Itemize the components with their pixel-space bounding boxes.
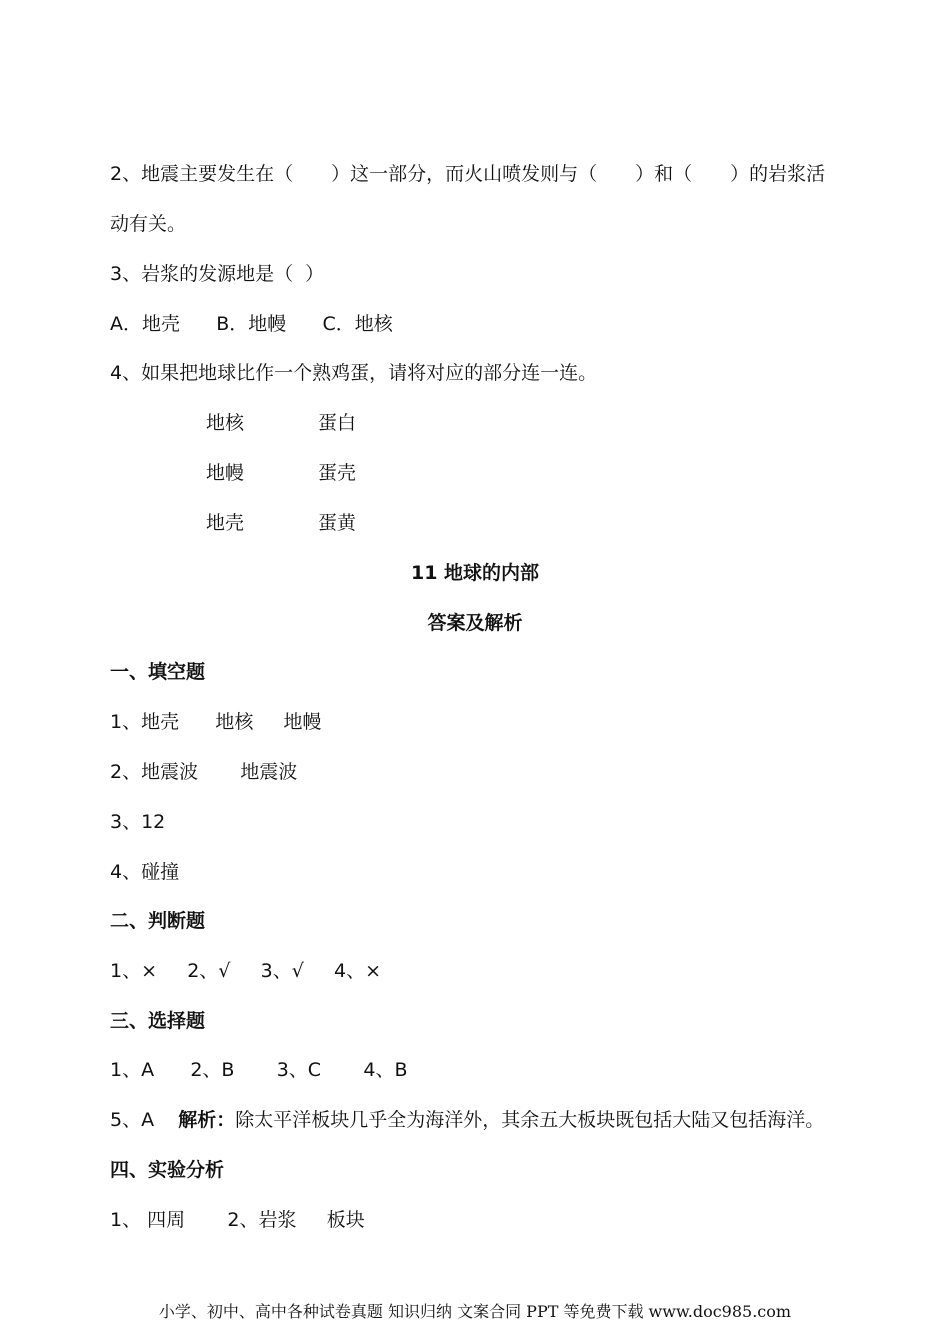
explanation-label: 解析： [178, 1109, 236, 1131]
section-heading-fill-blank: 一、填空题 [110, 661, 206, 683]
question-2-line-2: 动有关。 [110, 213, 187, 235]
question-3: 3、岩浆的发源地是（ ） [110, 263, 325, 285]
match-right-item: 蛋壳 [318, 462, 357, 484]
section-heading-experiment: 四、实验分析 [110, 1159, 225, 1181]
answer-line: 2、地震波 地震波 [110, 761, 298, 783]
answer-line: 1、A 2、B 3、C 4、B [110, 1059, 408, 1081]
section-heading-true-false: 二、判断题 [110, 910, 206, 932]
match-right-item: 蛋黄 [318, 512, 357, 534]
footer-watermark: 小学、初中、高中各种试卷真题 知识归纳 文案合同 PPT 等免费下载 www.doc985.com [158, 1302, 792, 1321]
answer-prefix: 5、A [110, 1109, 179, 1131]
explanation-text: 除太平洋板块几乎全为海洋外，其余五大板块既包括大陆又包括海洋。 [235, 1109, 825, 1131]
question-3-options: A．地壳 B．地幔 C．地核 [110, 313, 393, 335]
question-4: 4、如果把地球比作一个熟鸡蛋，请将对应的部分连一连。 [110, 362, 598, 384]
answer-line: 4、碰撞 [110, 861, 180, 883]
answer-line: 3、12 [110, 811, 166, 833]
answer-line: 1、× 2、√ 3、√ 4、× [110, 960, 382, 982]
match-left-item: 地核 [206, 412, 245, 434]
match-left-item: 地幔 [206, 462, 245, 484]
answer-subtitle: 答案及解析 [427, 612, 523, 634]
section-heading-choice: 三、选择题 [110, 1010, 206, 1032]
question-2-line-1: 2、地震主要发生在（ ）这一部分，而火山喷发则与（ ）和（ ）的岩浆活 [110, 163, 826, 185]
answer-line-with-explanation [110, 1108, 824, 1132]
answer-line: 1、地壳 地核 地幔 [110, 711, 322, 733]
match-right-item: 蛋白 [318, 412, 357, 434]
answer-line: 1、 四周 2、岩浆 板块 [110, 1209, 365, 1231]
match-left-item: 地壳 [206, 512, 245, 534]
answer-title: 11 地球的内部 [410, 562, 540, 584]
